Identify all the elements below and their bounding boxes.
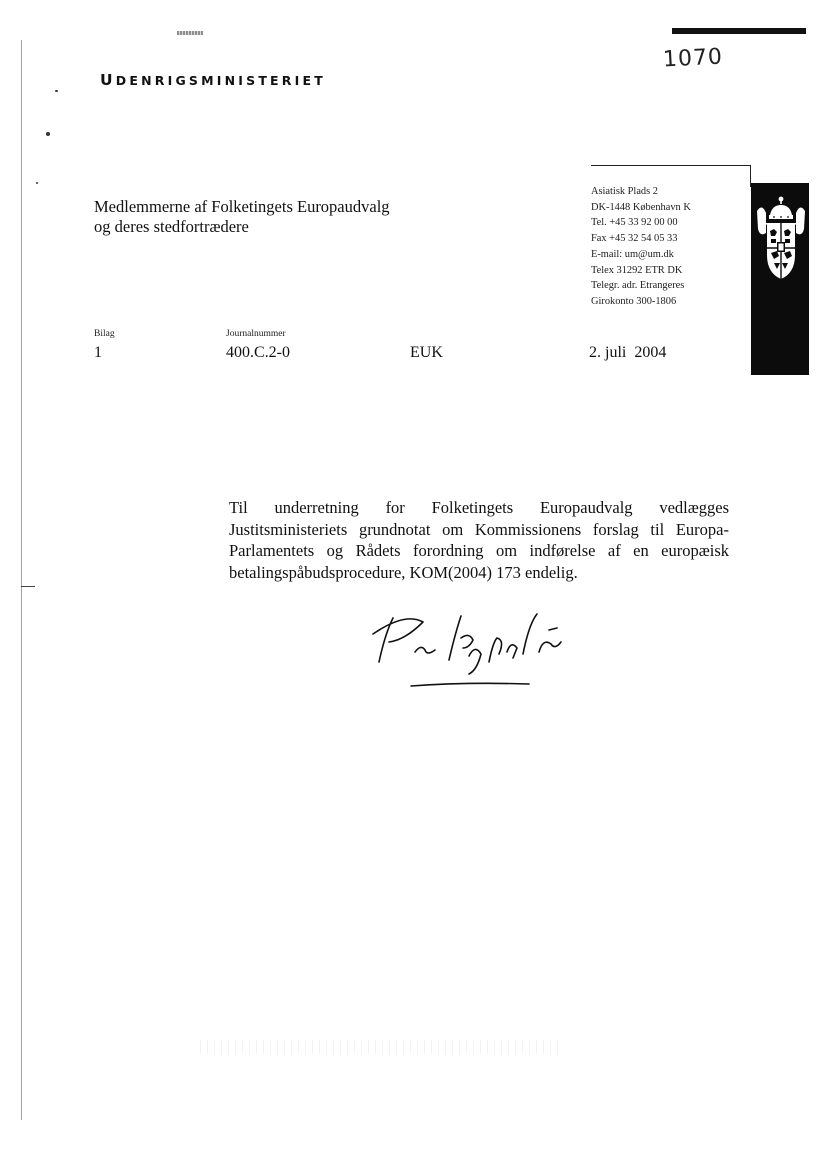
scan-noise [200, 1040, 560, 1054]
ministry-name [100, 71, 326, 89]
recipient-block [94, 197, 390, 237]
handwritten-number: 1070 [662, 44, 724, 73]
royal-coat-of-arms-icon [754, 193, 808, 301]
scan-top-bar [672, 28, 806, 34]
scan-edge-line [21, 40, 22, 1120]
ministry-initial: U [100, 71, 116, 89]
address-block [591, 184, 691, 310]
address-line: E-mail: um@um.dk [591, 248, 674, 260]
address-line: Telex 31292 ETR DK [591, 264, 683, 276]
scan-tick [21, 586, 35, 587]
letter-date: 2. juli 2004 [589, 344, 667, 361]
address-line: Fax +45 32 54 05 33 [591, 233, 678, 245]
scan-speck [46, 132, 50, 136]
journal-value: 400.C.2-0 [226, 344, 290, 361]
bilag-value: 1 [94, 344, 102, 361]
address-line: Tel. +45 33 92 00 00 [591, 217, 678, 229]
scan-speck [36, 182, 38, 184]
address-line: Telegr. adr. Etrangeres [591, 280, 685, 292]
bilag-label: Bilag [94, 329, 115, 339]
address-line: DK-1448 København K [591, 201, 691, 213]
handwritten-signature [365, 604, 575, 694]
address-line: Girokonto 300-1806 [591, 295, 677, 307]
address-rule [591, 165, 751, 166]
recipient-line-2: og deres stedfortrædere [94, 217, 249, 236]
ministry-rest: DENRIGSMINISTERIET [115, 73, 326, 88]
scan-smudge [177, 31, 203, 35]
body-paragraph: Til underretning for Folketingets Europaudvalg vedlægges Justitsministeriets grundnotat om Kommissionens forslag til Europa-Parlamentets og Rådets forordning om indførelse af en europæisk betalingspåbudsprocedure, KOM(2004) 173 endelig. [229, 498, 729, 582]
recipient-line-1: Medlemmerne af Folketingets Europaudvalg [94, 197, 390, 216]
office-code: EUK [410, 344, 443, 361]
address-line: Asiatisk Plads 2 [591, 186, 658, 197]
journal-label: Journalnummer [226, 329, 286, 339]
scan-speck [55, 90, 58, 92]
